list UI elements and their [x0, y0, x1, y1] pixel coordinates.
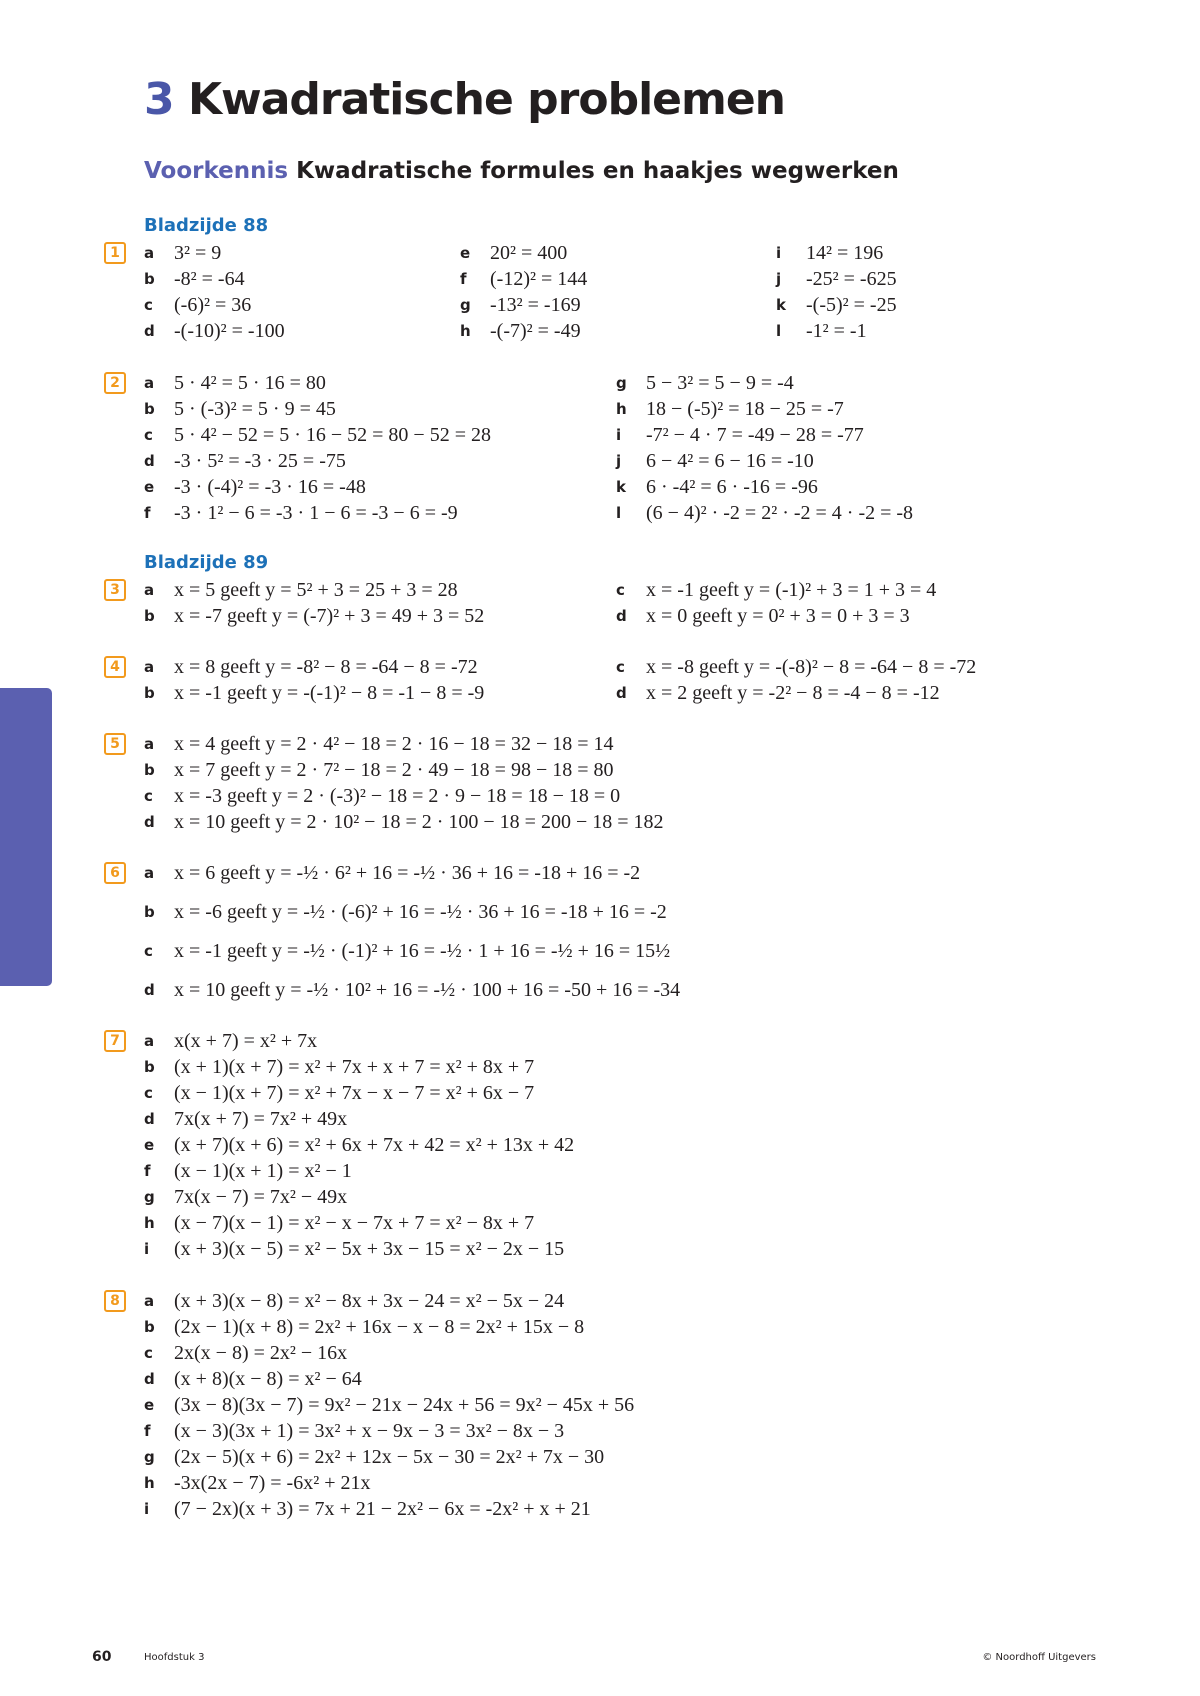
exercise-item: e -3 · (-4)² = -3 · 16 = -48: [144, 476, 366, 498]
exercise-item: b 5 · (-3)² = 5 · 9 = 45: [144, 398, 336, 420]
exercise-number-8: 8: [104, 1290, 126, 1312]
exercise-item: b (2x − 1)(x + 8) = 2x² + 16x − x − 8 = 2x² + 15x − 8: [144, 1316, 585, 1338]
exercise-item: b x = -7 geeft y = (-7)² + 3 = 49 + 3 = 52: [144, 605, 485, 627]
exercise-item: b x = -6 geeft y = -½ · (-6)² + 16 = -½ · 36 + 16 = -18 + 16 = -2: [144, 901, 667, 923]
exercise-item: b -8² = -64: [144, 268, 245, 290]
exercise-item: e 20² = 400: [460, 242, 568, 264]
exercise-number-4: 4: [104, 656, 126, 678]
exercise-item: b x = -1 geeft y = -(-1)² − 8 = -1 − 8 = -9: [144, 682, 485, 704]
exercise-item: c (x − 1)(x + 7) = x² + 7x − x − 7 = x² + 6x − 7: [144, 1082, 535, 1104]
page-number: 60: [92, 1649, 112, 1665]
exercise-item: a 3² = 9: [144, 242, 222, 264]
exercise-number-3: 3: [104, 579, 126, 601]
exercise-number-5: 5: [104, 733, 126, 755]
chapter-title: [144, 74, 785, 125]
exercise-number-7: 7: [104, 1030, 126, 1052]
section-title: [144, 158, 899, 184]
exercise-item: i (x + 3)(x − 5) = x² − 5x + 3x − 15 = x² − 2x − 15: [144, 1238, 565, 1260]
exercise-item: a 5 · 4² = 5 · 16 = 80: [144, 372, 326, 394]
exercise-item: e (3x − 8)(3x − 7) = 9x² − 21x − 24x + 56 = 9x² − 45x + 56: [144, 1394, 635, 1416]
exercise-item: l (6 − 4)² · -2 = 2² · -2 = 4 · -2 = -8: [616, 502, 914, 524]
exercise-item: b x = 7 geeft y = 2 · 7² − 18 = 2 · 49 − 18 = 98 − 18 = 80: [144, 759, 614, 781]
exercise-item: a x = 4 geeft y = 2 · 4² − 18 = 2 · 16 − 18 = 32 − 18 = 14: [144, 733, 614, 755]
exercise-item: g 5 − 3² = 5 − 9 = -4: [616, 372, 794, 394]
exercise-item: g 7x(x − 7) = 7x² − 49x: [144, 1186, 348, 1208]
exercise-item: d x = 10 geeft y = -½ · 10² + 16 = -½ · 100 + 16 = -50 + 16 = -34: [144, 979, 681, 1001]
exercise-item: j -25² = -625: [776, 268, 897, 290]
exercise-number-2: 2: [104, 372, 126, 394]
footer-chapter: Hoofdstuk 3: [144, 1652, 205, 1663]
exercise-item: j 6 − 4² = 6 − 16 = -10: [616, 450, 814, 472]
exercise-item: i 14² = 196: [776, 242, 884, 264]
exercise-item: h -(-7)² = -49: [460, 320, 581, 342]
section-prefix: Voorkennis: [144, 158, 289, 184]
exercise-item: k 6 · -4² = 6 · -16 = -96: [616, 476, 818, 498]
exercise-item: c 5 · 4² − 52 = 5 · 16 − 52 = 80 − 52 = 28: [144, 424, 491, 446]
exercise-item: g (2x − 5)(x + 6) = 2x² + 12x − 5x − 30 = 2x² + 7x − 30: [144, 1446, 605, 1468]
exercise-item: h 18 − (-5)² = 18 − 25 = -7: [616, 398, 844, 420]
exercise-item: l -1² = -1: [776, 320, 867, 342]
exercise-item: g -13² = -169: [460, 294, 581, 316]
exercise-item: c 2x(x − 8) = 2x² − 16x: [144, 1342, 348, 1364]
exercise-item: b (x + 1)(x + 7) = x² + 7x + x + 7 = x² + 8x + 7: [144, 1056, 535, 1078]
exercise-item: a x = 6 geeft y = -½ · 6² + 16 = -½ · 36 + 16 = -18 + 16 = -2: [144, 862, 641, 884]
exercise-item: d (x + 8)(x − 8) = x² − 64: [144, 1368, 362, 1390]
exercise-item: d x = 2 geeft y = -2² − 8 = -4 − 8 = -12: [616, 682, 940, 704]
exercise-item: d x = 0 geeft y = 0² + 3 = 0 + 3 = 3: [616, 605, 910, 627]
exercise-item: a x = 8 geeft y = -8² − 8 = -64 − 8 = -72: [144, 656, 478, 678]
exercise-item: i (7 − 2x)(x + 3) = 7x + 21 − 2x² − 6x = -2x² + x + 21: [144, 1498, 591, 1520]
chapter-number: 3: [144, 74, 174, 125]
exercise-item: f -3 · 1² − 6 = -3 · 1 − 6 = -3 − 6 = -9: [144, 502, 458, 524]
chapter-title-text: Kwadratische problemen: [187, 74, 786, 125]
exercise-item: c (-6)² = 36: [144, 294, 252, 316]
exercise-item: d -(-10)² = -100: [144, 320, 285, 342]
section-title-text: Kwadratische formules en haakjes wegwerken: [296, 158, 899, 184]
exercise-item: c x = -1 geeft y = (-1)² + 3 = 1 + 3 = 4: [616, 579, 937, 601]
exercise-number-6: 6: [104, 862, 126, 884]
chapter-side-tab: [0, 688, 52, 986]
exercise-item: f (x − 1)(x + 1) = x² − 1: [144, 1160, 352, 1182]
footer-copyright: © Noordhoff Uitgevers: [982, 1652, 1096, 1663]
exercise-item: d x = 10 geeft y = 2 · 10² − 18 = 2 · 100 − 18 = 200 − 18 = 182: [144, 811, 664, 833]
exercise-item: h (x − 7)(x − 1) = x² − x − 7x + 7 = x² − 8x + 7: [144, 1212, 535, 1234]
page-label-89: Bladzijde 89: [144, 552, 269, 573]
exercise-item: c x = -8 geeft y = -(-8)² − 8 = -64 − 8 = -72: [616, 656, 977, 678]
exercise-item: d -3 · 5² = -3 · 25 = -75: [144, 450, 346, 472]
exercise-item: e (x + 7)(x + 6) = x² + 6x + 7x + 42 = x² + 13x + 42: [144, 1134, 575, 1156]
exercise-item: f (-12)² = 144: [460, 268, 588, 290]
exercise-item: a x = 5 geeft y = 5² + 3 = 25 + 3 = 28: [144, 579, 458, 601]
exercise-item: d 7x(x + 7) = 7x² + 49x: [144, 1108, 348, 1130]
exercise-item: h -3x(2x − 7) = -6x² + 21x: [144, 1472, 371, 1494]
exercise-item: f (x − 3)(3x + 1) = 3x² + x − 9x − 3 = 3x² − 8x − 3: [144, 1420, 565, 1442]
page-label-88: Bladzijde 88: [144, 215, 269, 236]
exercise-item: a x(x + 7) = x² + 7x: [144, 1030, 318, 1052]
exercise-item: i -7² − 4 · 7 = -49 − 28 = -77: [616, 424, 864, 446]
exercise-number-1: 1: [104, 242, 126, 264]
exercise-item: c x = -1 geeft y = -½ · (-1)² + 16 = -½ · 1 + 16 = -½ + 16 = 15½: [144, 940, 671, 962]
exercise-item: c x = -3 geeft y = 2 · (-3)² − 18 = 2 · 9 − 18 = 18 − 18 = 0: [144, 785, 621, 807]
exercise-item: k -(-5)² = -25: [776, 294, 897, 316]
exercise-item: a (x + 3)(x − 8) = x² − 8x + 3x − 24 = x² − 5x − 24: [144, 1290, 565, 1312]
